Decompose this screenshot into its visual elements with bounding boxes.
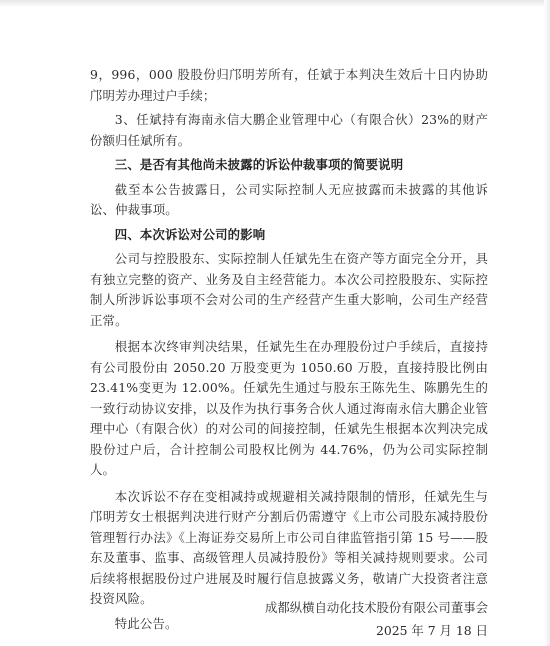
judgment-item-2-continued: 9，996，000 股股份归邝明芳所有，任斌于本判决生效后十日内协助邝明芳办理过户手续； bbox=[90, 67, 488, 103]
judgment-item-3: 3、任斌持有海南永信大鹏企业管理中心（有限合伙）23%的财产份额归任斌所有。 bbox=[90, 112, 488, 148]
shareholding-paragraph: 根据本次终审判决结果，任斌先生在办理股份过户手续后，直接持有公司股份由 2050.20 万股变更为 1050.60 万股，直接持股比例由 23.41%变更为 12.00%。任斌先生通过与股东王陈先生、陈鹏先生的一致行动协议安排，以及作为执行事务合伙人通过海南永信大鹏企业管理中心（有限合伙）的对公司的间接控制，任斌先生根据本次判决完成股份过户后，合计控制公司股权比例为 44.76%，仍为公司实际控制人。 bbox=[90, 339, 488, 477]
impact-paragraph: 公司与控股股东、实际控制人任斌先生在资产等方面完全分开，具有独立完整的资产、业务及自主经营能力。本次公司控股股东、实际控制人所涉诉讼事项不会对公司的生产经营产生重大影响，公司生产经营正常。 bbox=[90, 251, 488, 328]
section-4-heading: 四、本次诉讼对公司的影响 bbox=[114, 226, 266, 242]
closing-statement: 特此公告。 bbox=[114, 615, 178, 631]
signature-date: 2025 年 7 月 18 日 bbox=[375, 623, 488, 638]
page-right-edge bbox=[544, 0, 550, 646]
reduction-rules-paragraph: 本次诉讼不存在变相减持或规避相关减持限制的情形，任斌先生与邝明芳女士根据判决进行财产分割后仍需遵守《上市公司股东减持股份管理暂行办法》《上海证券交易所上市公司自律监管指引第 15 号——股东及董事、监事、高级管理人员减持股份》等相关减持规则要求。公司后续将根据股份过户进展及时履行信息披露义务，敬请广大投资者注意投资风险。 bbox=[90, 488, 488, 606]
section-3-heading: 三、是否有其他尚未披露的诉讼仲裁事项的简要说明 bbox=[114, 157, 404, 172]
signature-organization: 成都纵横自动化技术股份有限公司董事会 bbox=[264, 600, 488, 615]
section-3-body: 截至本公告披露日，公司实际控制人无应披露而未披露的其他诉讼、仲裁事项。 bbox=[90, 181, 488, 217]
page-top-edge bbox=[0, 0, 550, 7]
